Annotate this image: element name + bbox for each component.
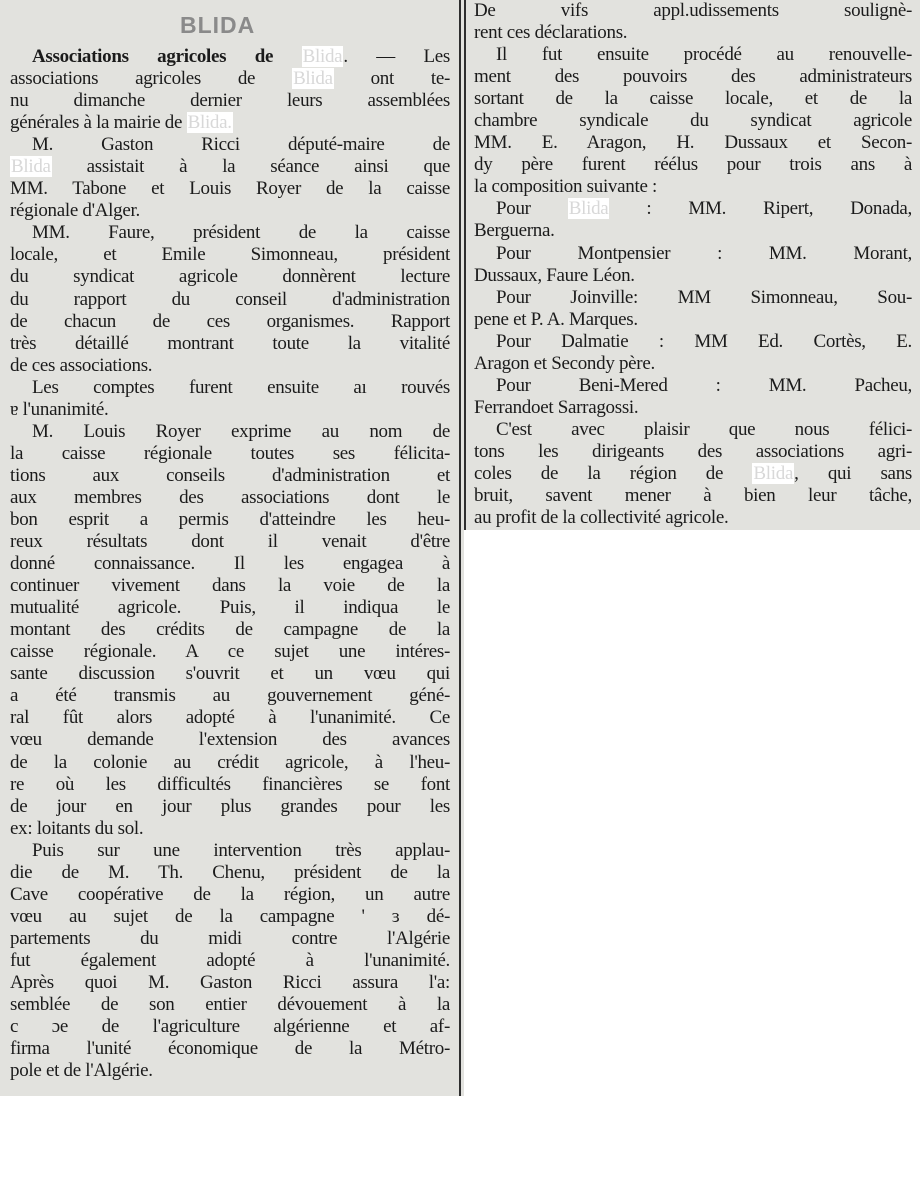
text-line: Blida assistait à la séance ainsi que: [11, 156, 450, 178]
text-line: sante discussion s'ouvrit et un vœu qui: [10, 663, 450, 685]
text-line: générales à la mairie de Blida.: [10, 112, 232, 134]
text-line: Pour Blida : MM. Ripert, Donada,: [496, 198, 913, 220]
text-line: pole et de l'Algérie.: [10, 1060, 153, 1082]
text-line: nu dimanche dernier leurs assemblées: [10, 90, 450, 112]
paragraph: [10, 222, 450, 376]
text-line: du rapport du conseil d'administration: [10, 288, 450, 310]
text-line: coles de la région de Blida, qui sans: [474, 462, 912, 484]
paragraph: [474, 44, 912, 198]
text-line: a été transmis au gouvernement géné-: [10, 685, 450, 707]
text-line: ment des pouvoirs des administrateurs: [474, 66, 912, 88]
text-line: tions aux conseils d'administration et: [10, 464, 450, 486]
text-line: de chacun de ces organismes. Rapport: [10, 310, 450, 332]
paragraph: [474, 375, 912, 419]
text-line: De vifs appl.udissements soulignè-: [474, 0, 912, 21]
text-line: dy père furent réélus pour trois ans à: [474, 154, 912, 176]
text-line: M. Gaston Ricci député-maire de: [32, 134, 450, 156]
text-line: continuer vivement dans la voie de la: [10, 575, 450, 597]
paragraph: [10, 46, 450, 134]
column-rule-left: [459, 0, 461, 1096]
text-line: la composition suivante :: [474, 176, 658, 198]
text-line: sortant de la caisse locale, et de la: [474, 88, 912, 110]
text-line: semblée de son entier dévouement à la: [10, 994, 450, 1016]
text-line: ex: loitants du sol.: [10, 817, 144, 839]
text-line: Pour Montpensier : MM. Morant,: [496, 242, 912, 264]
text-line: la caisse régionale toutes ses félicita-: [10, 442, 450, 464]
text-line: firma l'unité économique de la Métro-: [10, 1038, 450, 1060]
text-line: Ferrandoet Sarragossi.: [474, 396, 639, 418]
text-line: mutualité agricole. Puis, il indiqua le: [10, 597, 450, 619]
column-rule-right: [464, 0, 466, 530]
text-line: M. Louis Royer exprime au nom de: [32, 420, 450, 442]
text-line: chambre syndicale du syndicat agricole: [474, 110, 912, 132]
text-line: Il fut ensuite procédé au renouvelle-: [496, 44, 912, 66]
text-line: de la colonie au crédit agricole, à l'heu-: [10, 751, 450, 773]
paragraph: [474, 0, 912, 44]
text-line: Pour Joinville: MM Simonneau, Sou-: [496, 286, 912, 308]
highlighted-term: Blida: [753, 462, 794, 484]
text-line: pene et P. A. Marques.: [474, 308, 638, 330]
text-line: fut également adopté à l'unanimité.: [10, 949, 450, 971]
text-line: C'est avec plaisir que nous félici-: [496, 418, 912, 440]
paragraph: [10, 840, 450, 1083]
paragraph: [10, 377, 450, 421]
text-line: MM. Faure, président de la caisse: [32, 222, 450, 244]
text-line: donné connaissance. Il les engagea à: [10, 553, 450, 575]
text-line: bon esprit a permis d'atteindre les heu-: [10, 508, 450, 530]
text-line: vœu demande l'extension des avances: [10, 729, 450, 751]
paragraph: [10, 421, 450, 840]
highlighted-term: Blida: [293, 68, 333, 90]
text-line: Cave coopérative de la région, un autre: [10, 883, 450, 905]
text-line: Pour Dalmatie : MM Ed. Cortès, E.: [496, 330, 912, 352]
text-line: au profit de la collectivité agricole.: [474, 507, 729, 529]
paragraph: [10, 134, 450, 222]
text-line: ral fût alors adopté à l'unanimité. Ce: [10, 707, 450, 729]
text-line: Dussaux, Faure Léon.: [474, 264, 635, 286]
highlighted-term: Blida: [302, 46, 343, 67]
text-line: MM. Tabone et Louis Royer de la caisse: [10, 178, 450, 200]
text-line: Les comptes furent ensuite aı rouvés: [32, 376, 450, 398]
highlighted-term: Blida: [568, 198, 609, 220]
paragraph: [474, 198, 912, 242]
text-line: caisse régionale. A ce sujet une intéres-: [10, 641, 450, 663]
article-left-column: [10, 46, 450, 1082]
article-heading: BLIDA: [180, 12, 256, 38]
text-line: montant des crédits de campagne de la: [10, 619, 450, 641]
text-line: du syndicat agricole donnèrent lecture: [10, 266, 450, 288]
text-line: régionale d'Alger.: [10, 200, 140, 222]
text-line: Puis sur une intervention très applau-: [32, 839, 450, 861]
text-line: de jour en jour plus grandes pour les: [10, 795, 450, 817]
section-subtitle: Associations agricoles de: [32, 46, 302, 67]
text-line: Berguerna.: [474, 220, 555, 242]
highlighted-term: Blida: [11, 156, 51, 178]
text-line: partements du midi contre l'Algérie: [10, 927, 450, 949]
highlighted-term: Blida.: [187, 112, 232, 134]
text-line: tons les dirigeants des associations agri-: [474, 440, 912, 462]
text-line: locale, et Emile Simonneau, président: [10, 244, 450, 266]
text-line: très détaillé montrant toute la vitalité: [10, 332, 450, 354]
text-line: Pour Beni-Mered : MM. Pacheu,: [496, 374, 912, 396]
paragraph: [474, 419, 912, 529]
text-line: bruit, savent mener à bien leur tâche,: [474, 485, 912, 507]
paragraph: [474, 287, 912, 331]
text-line: Associations agricoles de Blida. — Les: [32, 46, 450, 67]
text-line: Après quoi M. Gaston Ricci assura l'a:: [10, 971, 450, 993]
text-line: re où les difficultés financières se font: [10, 773, 450, 795]
text-line: rent ces déclarations.: [474, 22, 628, 44]
text-line: Aragon et Secondy père.: [474, 352, 655, 374]
text-line: reux résultats dont il venait d'être: [10, 531, 450, 553]
text-line: de ces associations.: [10, 354, 153, 376]
text-line: die de M. Th. Chenu, président de la: [10, 861, 450, 883]
text-line: ɐ l'unanimité.: [10, 398, 109, 420]
paragraph: [474, 331, 912, 375]
text-line: MM. E. Aragon, H. Dussaux et Secon-: [474, 132, 912, 154]
text-line: associations agricoles de Blida ont te-: [10, 68, 451, 90]
article-right-column: [474, 0, 912, 529]
paragraph: [474, 243, 912, 287]
text-line: aux membres des associations dont le: [10, 486, 450, 508]
text-line: vœu au sujet de la campagne ' ɜ dé-: [10, 905, 450, 927]
text-line: c ɔe de l'agriculture algérienne et af-: [10, 1016, 450, 1038]
